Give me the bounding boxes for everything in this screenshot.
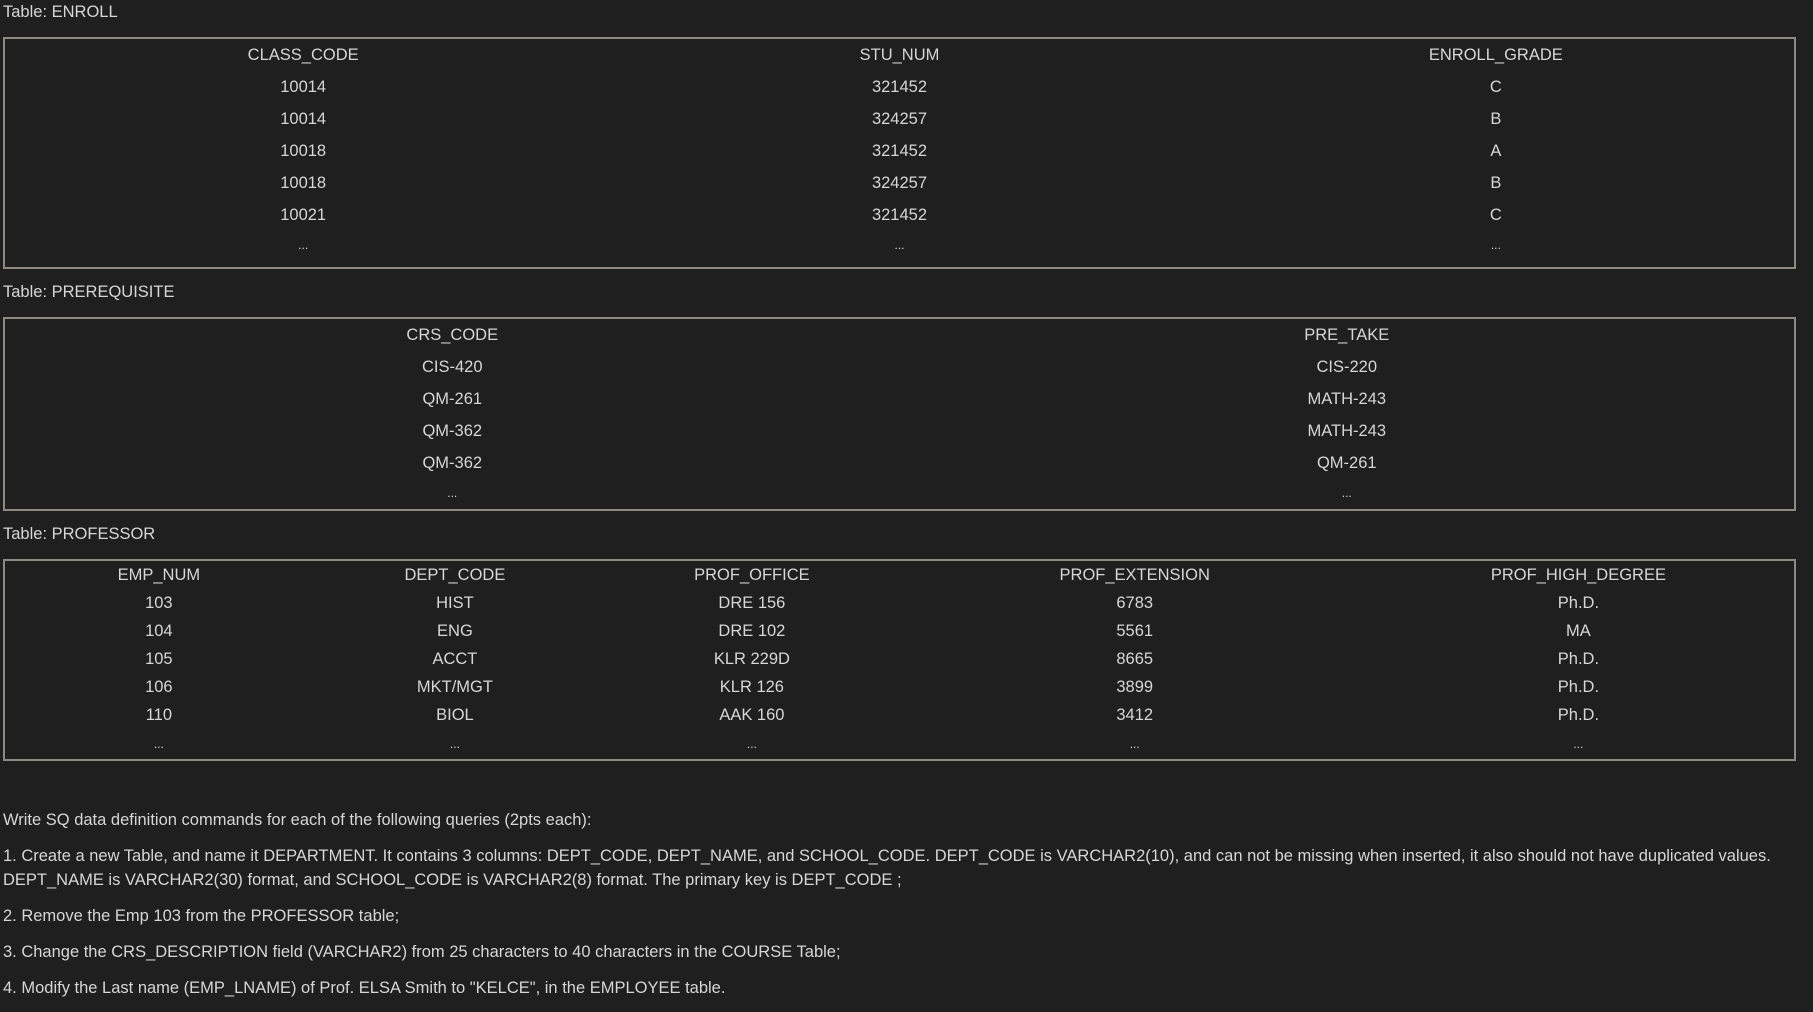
table-cell: ... [1341,486,1352,500]
table-cell: 106 [145,677,173,696]
table-row [5,199,1794,231]
table-cell: ... [447,486,458,500]
table-row-ellipsis [5,231,1794,259]
table-cell: ... [1490,238,1501,252]
table-cell: ... [746,737,757,751]
instructions-block [3,808,1793,1012]
column-header: CRS_CODE [406,325,499,344]
table-cell: B [1490,173,1502,192]
table-row [5,447,1794,479]
table-cell: 321452 [871,141,928,160]
enroll-table [3,37,1796,269]
table-cell: CIS-420 [421,357,483,376]
table-row [5,383,1794,415]
table-row [5,135,1794,167]
table-cell: 3899 [1116,677,1154,696]
table-cell: ACCT [432,649,478,668]
table-row [5,589,1794,617]
enroll-table-caption: Table: ENROLL [3,3,118,21]
table-cell: 110 [145,705,172,724]
table-cell: QM-362 [422,421,483,440]
question-item-2: 2. Remove the Emp 103 from the PROFESSOR table; [3,907,400,925]
enroll-grid [5,39,1794,259]
table-row-ellipsis [5,479,1794,507]
professor-grid [5,561,1794,759]
table-cell: 321452 [871,205,928,224]
table-row-ellipsis [5,729,1794,759]
table-cell: Ph.D. [1557,677,1600,696]
table-cell: ... [298,238,309,252]
table-cell: CIS-220 [1316,357,1378,376]
table-cell: 10021 [280,205,327,224]
prerequisite-grid [5,319,1794,507]
table-cell: ... [1129,737,1140,751]
table-cell: MATH-243 [1307,421,1387,440]
prerequisite-table-caption: Table: PREREQUISITE [3,283,175,301]
table-cell: 105 [145,649,173,668]
instructions-intro: Write SQ data definition commands for each of the following queries (2pts each): [3,811,592,829]
table-row [5,415,1794,447]
column-header: STU_NUM [859,45,940,64]
table-cell: ... [894,238,905,252]
table-cell: DRE 102 [718,621,786,640]
table-cell: C [1489,205,1502,224]
table-row [5,673,1794,701]
table-cell: 10018 [280,173,327,192]
prerequisite-table [3,317,1796,511]
table-cell: Ph.D. [1557,705,1600,724]
column-header: ENROLL_GRADE [1428,45,1563,64]
table-cell: 324257 [871,109,928,128]
table-cell: 6783 [1116,593,1154,612]
question-item-4: 4. Modify the Last name (EMP_LNAME) of Prof. ELSA Smith to "KELCE", in the EMPLOYEE table. [3,979,726,997]
table-row [5,71,1794,103]
table-cell: KLR 229D [713,649,790,668]
professor-table [3,559,1796,761]
table-cell: MATH-243 [1307,389,1387,408]
table-cell: 10014 [280,109,327,128]
table-cell: AAK 160 [719,705,785,724]
table-row [5,645,1794,673]
table-cell: C [1489,77,1502,96]
table-cell: QM-362 [422,453,483,472]
table-cell: 103 [145,593,173,612]
table-cell: KLR 126 [719,677,784,696]
table-cell: ... [1573,737,1584,751]
table-cell: Ph.D. [1557,649,1600,668]
table-cell: A [1490,141,1502,160]
table-header-row [5,561,1794,589]
table-header-row [5,319,1794,351]
table-cell: ENG [437,621,473,640]
column-header: DEPT_CODE [404,565,506,584]
table-cell: 104 [145,621,173,640]
question-item-1: 1. Create a new Table, and name it DEPARTMENT. It contains 3 columns: DEPT_CODE, DEPT_NAME, and SCHOOL_CODE. DEPT_CODE is VARCHAR2(10), and can not be missing when inserted, it also should not have duplicated values. DEPT_NAME is VARCHAR2(30) format, and SCHOOL_CODE is VARCHAR2(8) format. The primary key is DEPT_CODE ; [3,847,1771,889]
table-row [5,351,1794,383]
table-row [5,701,1794,729]
column-header: PROF_HIGH_DEGREE [1490,565,1666,584]
table-cell: DRE 156 [718,593,786,612]
table-row [5,103,1794,135]
table-row [5,617,1794,645]
question-item-3: 3. Change the CRS_DESCRIPTION field (VARCHAR2) from 25 characters to 40 characters in the COURSE Table; [3,943,841,961]
table-cell: MKT/MGT [416,677,493,696]
table-cell: BIOL [436,705,474,724]
table-cell: 10014 [280,77,327,96]
column-header: PROF_OFFICE [694,565,810,584]
table-cell: MA [1566,621,1591,640]
table-cell: HIST [436,593,474,612]
table-cell: 5561 [1116,621,1154,640]
professor-table-caption: Table: PROFESSOR [3,525,156,543]
table-header-row [5,39,1794,71]
table-cell: ... [153,737,164,751]
column-header: PRE_TAKE [1304,325,1390,344]
table-cell: 321452 [871,77,928,96]
table-cell: Ph.D. [1557,593,1600,612]
column-header: EMP_NUM [117,565,201,584]
table-cell: 10018 [280,141,327,160]
column-header: CLASS_CODE [247,45,359,64]
table-cell: B [1490,109,1502,128]
column-header: PROF_EXTENSION [1059,565,1210,584]
table-cell: 324257 [871,173,928,192]
table-cell: QM-261 [1316,453,1377,472]
table-cell: 8665 [1116,649,1154,668]
table-cell: QM-261 [422,389,483,408]
table-cell: ... [449,737,460,751]
table-cell: 3412 [1116,705,1154,724]
table-row [5,167,1794,199]
